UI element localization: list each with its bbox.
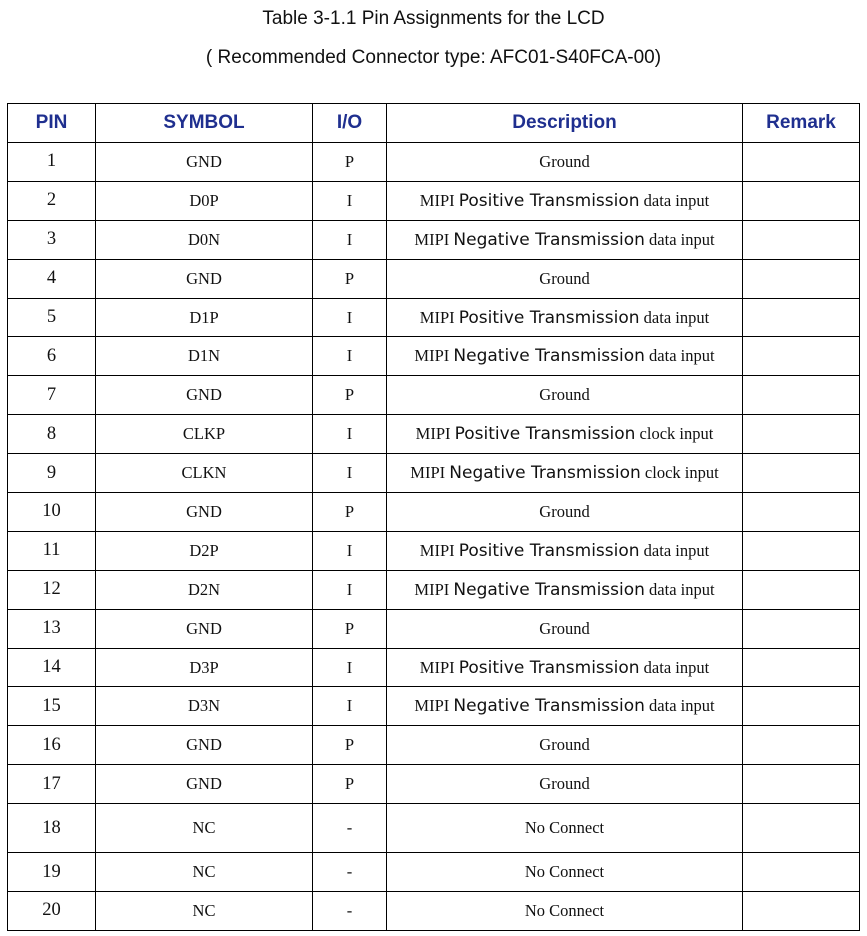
io-cell: I [313,648,387,687]
header-symbol: SYMBOL [96,104,313,143]
description-mid: Positive Transmission [454,424,636,445]
description-mid: Negative Transmission [449,463,641,484]
table-row [8,143,860,182]
description-cell [387,298,743,337]
io-cell: P [313,726,387,765]
table-row [8,376,860,415]
symbol-cell: D1N [96,337,313,376]
io-cell: - [313,853,387,892]
description-cell [387,181,743,220]
io-cell: I [313,454,387,493]
remark-cell [743,415,860,454]
remark-cell [743,609,860,648]
description-cell: No Connect [387,853,743,892]
header-pin: PIN [8,104,96,143]
description-pre: MIPI [419,307,459,327]
remark-cell [743,143,860,182]
description-post: data input [644,229,715,249]
pin-number-cell: 14 [8,648,96,687]
symbol-cell: CLKN [96,454,313,493]
symbol-cell: D3N [96,687,313,726]
description-cell: Ground [387,726,743,765]
pin-number-cell: 16 [8,726,96,765]
pin-number-cell: 3 [8,220,96,259]
pin-number-cell: 7 [8,376,96,415]
io-cell: P [313,259,387,298]
description-pre: MIPI [414,229,454,249]
description-mid: Negative Transmission [453,346,645,367]
table-row [8,415,860,454]
table-title: Table 3-1.1 Pin Assignments for the LCD [262,8,605,29]
description-mid: Negative Transmission [453,229,645,250]
pin-number-cell: 8 [8,415,96,454]
pin-number-cell: 9 [8,454,96,493]
io-cell: P [313,609,387,648]
table-row [8,609,860,648]
symbol-cell: D1P [96,298,313,337]
io-cell: I [313,531,387,570]
table-row [8,493,860,532]
io-cell: P [313,376,387,415]
symbol-cell: GND [96,726,313,765]
symbol-cell: GND [96,143,313,182]
table-row [8,454,860,493]
remark-cell [743,726,860,765]
remark-cell [743,648,860,687]
header-io: I/O [313,104,387,143]
table-row [8,765,860,804]
description-pre: MIPI [414,696,454,716]
description-cell [387,337,743,376]
table-row [8,298,860,337]
description-mid: Negative Transmission [453,696,645,717]
description-cell: No Connect [387,892,743,931]
remark-cell [743,454,860,493]
io-cell: P [313,493,387,532]
description-cell [387,570,743,609]
description-post: data input [639,307,710,327]
table-row [8,648,860,687]
symbol-cell: D3P [96,648,313,687]
pin-number-cell: 1 [8,143,96,182]
table-row [8,220,860,259]
description-cell: Ground [387,259,743,298]
io-cell: I [313,415,387,454]
table-row [8,892,860,931]
description-mid: Positive Transmission [458,190,640,211]
description-mid: Positive Transmission [458,540,640,561]
io-cell: I [313,570,387,609]
remark-cell [743,298,860,337]
description-mid: Positive Transmission [458,657,640,678]
description-post: data input [639,190,710,210]
symbol-cell: GND [96,259,313,298]
description-mid: Negative Transmission [453,579,645,600]
description-cell: Ground [387,493,743,532]
description-pre: MIPI [414,346,454,366]
description-cell [387,415,743,454]
io-cell: I [313,337,387,376]
description-pre: MIPI [419,657,459,677]
io-cell: P [313,765,387,804]
table-row [8,804,860,853]
symbol-cell: D2P [96,531,313,570]
pin-number-cell: 5 [8,298,96,337]
description-cell [387,687,743,726]
pin-number-cell: 15 [8,687,96,726]
description-cell [387,648,743,687]
remark-cell [743,259,860,298]
symbol-cell: GND [96,376,313,415]
symbol-cell: D0N [96,220,313,259]
description-mid: Positive Transmission [458,307,640,328]
table-row [8,259,860,298]
table-row [8,181,860,220]
pin-number-cell: 6 [8,337,96,376]
description-cell [387,220,743,259]
table-row [8,570,860,609]
description-cell: Ground [387,609,743,648]
remark-cell [743,337,860,376]
description-cell: Ground [387,765,743,804]
symbol-cell: GND [96,609,313,648]
description-post: data input [639,540,710,560]
description-post: clock input [640,463,719,483]
description-post: data input [639,657,710,677]
table-row [8,687,860,726]
description-cell: No Connect [387,804,743,853]
table-row [8,726,860,765]
symbol-cell: NC [96,892,313,931]
pin-number-cell: 2 [8,181,96,220]
remark-cell [743,376,860,415]
pin-assignment-table [7,103,860,931]
description-cell [387,454,743,493]
description-cell: Ground [387,376,743,415]
pin-number-cell: 10 [8,493,96,532]
remark-cell [743,493,860,532]
description-pre: MIPI [414,579,454,599]
header-description: Description [387,104,743,143]
remark-cell [743,220,860,259]
symbol-cell: NC [96,804,313,853]
description-post: data input [644,346,715,366]
description-post: clock input [635,424,714,444]
io-cell: I [313,220,387,259]
description-pre: MIPI [419,540,459,560]
symbol-cell: GND [96,765,313,804]
remark-cell [743,853,860,892]
table-row [8,853,860,892]
io-cell: P [313,143,387,182]
description-pre: MIPI [415,424,455,444]
pin-number-cell: 20 [8,892,96,931]
pin-number-cell: 17 [8,765,96,804]
io-cell: I [313,181,387,220]
description-pre: MIPI [410,463,450,483]
io-cell: - [313,804,387,853]
io-cell: I [313,687,387,726]
description-cell: Ground [387,143,743,182]
pin-number-cell: 18 [8,804,96,853]
pin-number-cell: 4 [8,259,96,298]
remark-cell [743,687,860,726]
remark-cell [743,570,860,609]
description-cell [387,531,743,570]
symbol-cell: D2N [96,570,313,609]
io-cell: I [313,298,387,337]
symbol-cell: NC [96,853,313,892]
description-post: data input [644,696,715,716]
header-remark: Remark [743,104,860,143]
remark-cell [743,531,860,570]
remark-cell [743,181,860,220]
remark-cell [743,804,860,853]
table-row [8,531,860,570]
pin-number-cell: 11 [8,531,96,570]
symbol-cell: D0P [96,181,313,220]
io-cell: - [313,892,387,931]
pin-number-cell: 19 [8,853,96,892]
description-post: data input [644,579,715,599]
pin-number-cell: 13 [8,609,96,648]
symbol-cell: CLKP [96,415,313,454]
remark-cell [743,892,860,931]
symbol-cell: GND [96,493,313,532]
connector-subtitle: ( Recommended Connector type: AFC01-S40FCA-00) [205,47,662,68]
pin-number-cell: 12 [8,570,96,609]
description-pre: MIPI [419,190,459,210]
table-row [8,337,860,376]
remark-cell [743,765,860,804]
header-row [8,104,860,143]
